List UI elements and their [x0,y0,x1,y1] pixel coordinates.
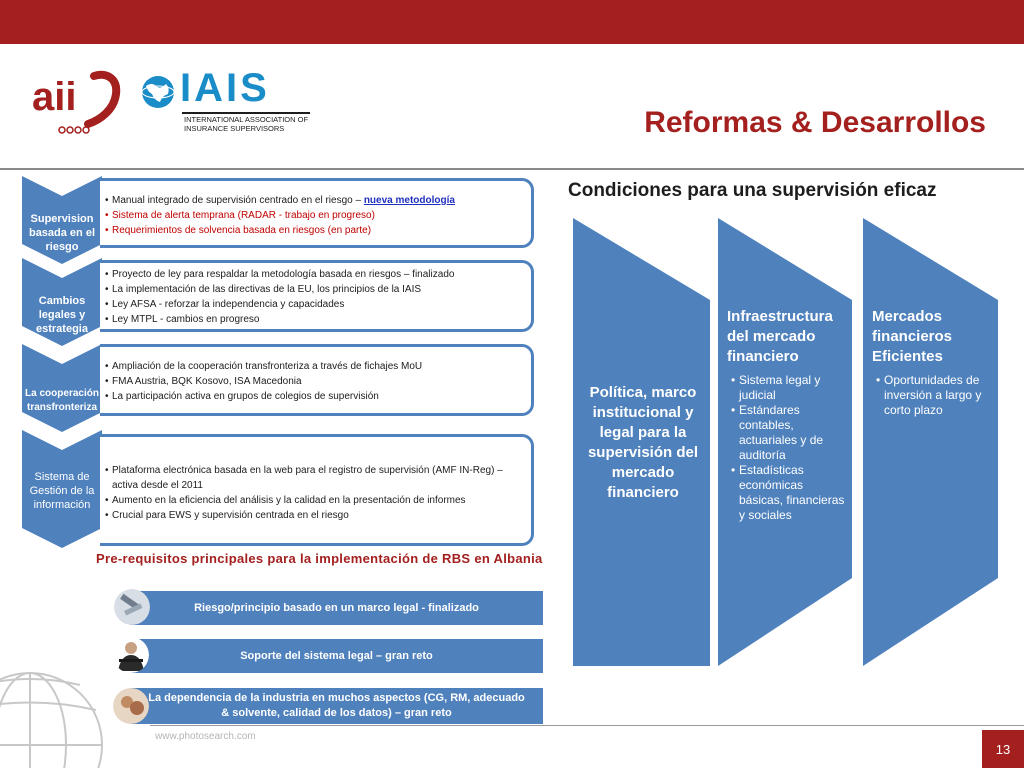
bullet: • Ley MTPL - cambios en progreso [112,312,531,327]
chevron-policy-text: Política, marco institucional y legal para la supervisión del mercado financiero [587,384,699,501]
bullet: • Ley AFSA - reforzar la independencia y capacidades [112,297,531,312]
conditions-title: Condiciones para una supervisión eficaz [568,180,937,201]
bullet: • Estadísticas económicas básicas, financieras y sociales [739,463,845,523]
footer-divider [150,725,1024,726]
bullet: • Ampliación de la cooperación transfronteriza a través de fichajes MoU [112,359,531,374]
bullet: • Aumento en la eficiencia del análisis y la calidad en la presentación de informes [112,493,517,508]
row-label-cooperation: La cooperación transfronteriza [25,388,99,413]
prerequisites-title: Pre-requisitos principales para la implementación de RBS en Albania [96,551,543,566]
top-bar [0,0,1024,44]
row-box-supervision [100,178,534,248]
bullet: • Sistema legal y judicial [739,373,845,403]
globe-icon [140,74,176,110]
chevron-infrastructure-text [727,307,845,523]
bullet: • Requerimientos de solvencia basada en riesgos (en parte) [112,223,531,238]
bullet: • Manual integrado de supervisión centrado en el riesgo – nueva metodología [112,193,531,208]
row-box-info-system [100,434,534,546]
bullet: • Proyecto de ley para respaldar la metodología basada en riesgos – finalizado [112,267,531,282]
bullet: • Plataforma electrónica basada en la web para el registro de supervisión (AMF IN-Reg) – activa desde el 2011 [112,463,517,493]
prereq-item-3: La dependencia de la industria en muchos aspectos (CG, RM, adecuado & solvente, calidad de los datos) – gran reto [130,688,543,724]
bullet: • Estándares contables, actuariales y de auditoría [739,403,845,463]
bullet: • La implementación de las directivas de la EU, los principios de la IAIS [112,282,531,297]
iais-logo-subtitle: INTERNATIONAL ASSOCIATION OF INSURANCE SUPERVISORS [184,115,309,133]
row-box-legal [100,260,534,332]
people-image [113,688,149,724]
iais-logo-rule [182,112,310,114]
nueva-metodologia-link[interactable]: nueva metodología [363,195,455,206]
row-box-cooperation [100,344,534,416]
aii-logo [28,66,128,138]
tools-image [114,589,150,625]
globe-watermark-icon [0,655,110,768]
chevron-markets-text [872,307,990,418]
bullet: • Crucial para EWS y supervisión centrada en el riesgo [112,508,517,523]
header-divider [0,168,1024,170]
row-label-info-system: Sistema de Gestión de la información [29,471,95,511]
bullet: • FMA Austria, BQK Kosovo, ISA Macedonia [112,374,531,389]
page-number: 13 [982,730,1024,768]
row-label-supervision: Supervision basada en el riesgo [28,213,96,253]
prereq-item-2: Soporte del sistema legal – gran reto [130,639,543,673]
judge-image [113,637,149,673]
prereq-item-1: Riesgo/principio basado en un marco legal - finalizado [130,591,543,625]
chevron-markets-heading: Mercados financieros Eficientes [872,308,953,365]
bullet: • Oportunidades de inversión a largo y corto plazo [884,373,990,418]
chevron-markets [863,218,998,666]
aii-logo-text: aii [32,75,77,119]
bullet: • La participación activa en grupos de colegios de supervisión [112,389,531,404]
chevron-infrastructure-heading: Infraestructura del mercado financiero [727,308,833,365]
iais-logo-text: IAIS [180,66,270,110]
watermark-text: www.photosearch.com [155,731,256,742]
iais-logo [140,66,315,133]
bullet: • Sistema de alerta temprana (RADAR - trabajo en progreso) [112,208,531,223]
slide-title: Reformas & Desarrollos [644,106,986,139]
row-label-legal: Cambios legales y estrategia [36,295,88,335]
